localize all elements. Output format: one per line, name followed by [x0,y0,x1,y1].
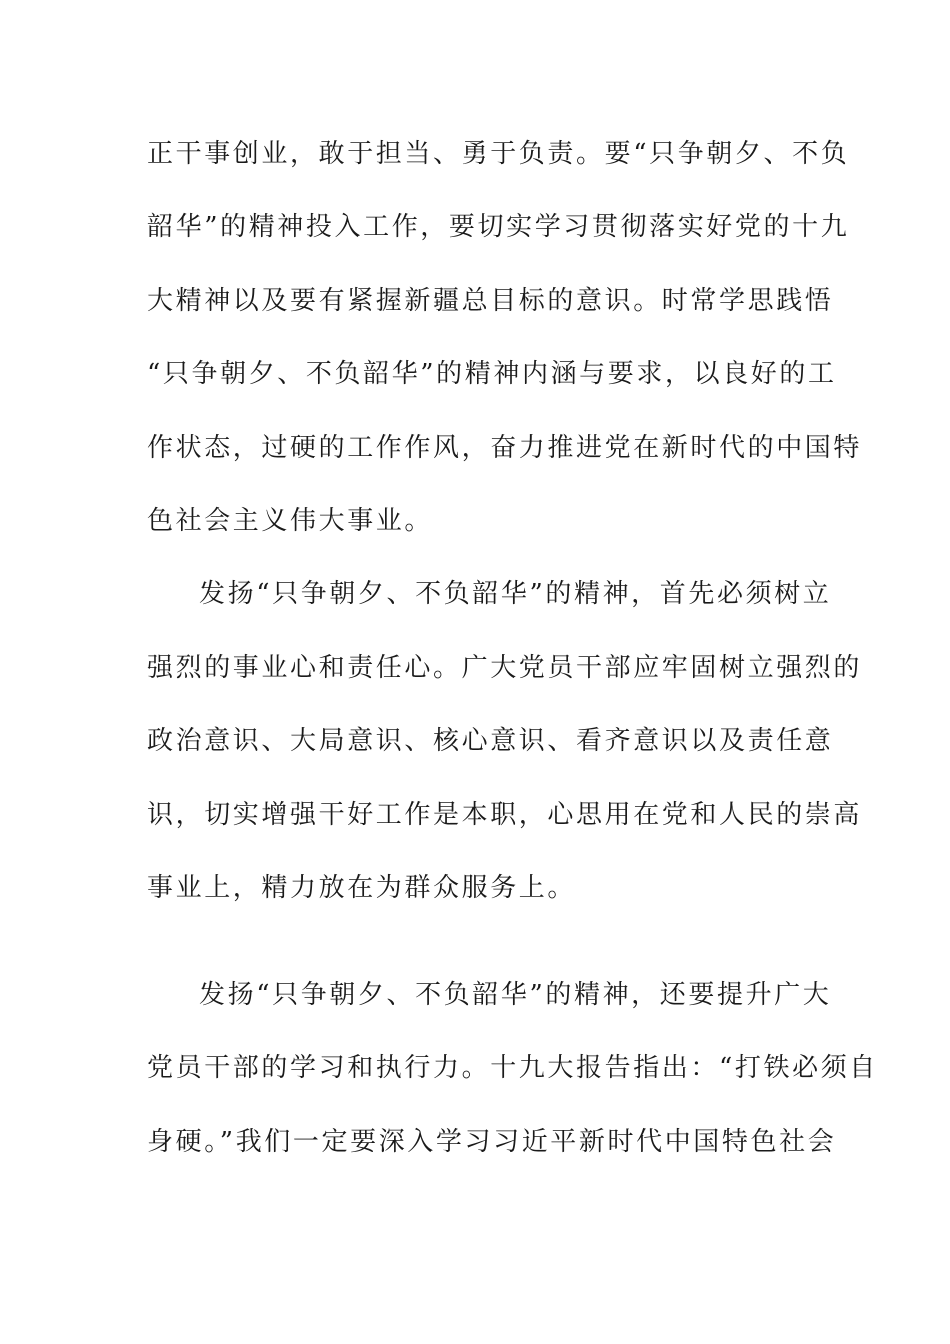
paragraph-2-line-2: 强烈的事业心和责任心。广大党员干部应牢固树立强烈的 [147,653,863,683]
paragraph-1-line-5: 作状态，过硬的工作作风，奋力推进党在新时代的中国特 [147,433,863,463]
paragraph-2-line-5: 事业上，精力放在为群众服务上。 [147,873,577,903]
paragraph-1-line-6: 色社会主义伟大事业。 [147,506,434,536]
paragraph-2-line-1: 发扬“只争朝夕、不负韶华”的精神，首先必须树立 [199,579,832,609]
paragraph-3-line-3: 身硬。”我们一定要深入学习习近平新时代中国特色社会 [147,1127,837,1157]
paragraph-2-line-4: 识，切实增强干好工作是本职，心思用在党和人民的崇高 [147,800,863,830]
paragraph-1-line-1: 正干事创业，敢于担当、勇于负责。要“只争朝夕、不负 [147,139,850,169]
paragraph-3-line-1: 发扬“只争朝夕、不负韶华”的精神，还要提升广大 [199,980,832,1010]
paragraph-1-line-4: “只争朝夕、不负韶华”的精神内涵与要求，以良好的工 [147,359,837,389]
paragraph-2-line-3: 政治意识、大局意识、核心意识、看齐意识以及责任意 [147,726,834,756]
paragraph-1-line-3: 大精神以及要有紧握新疆总目标的意识。时常学思践悟 [147,286,834,316]
paragraph-1-line-2: 韶华”的精神投入工作，要切实学习贯彻落实好党的十九 [147,212,850,242]
paragraph-3-line-2: 党员干部的学习和执行力。十九大报告指出：“打铁必须自 [147,1053,878,1083]
